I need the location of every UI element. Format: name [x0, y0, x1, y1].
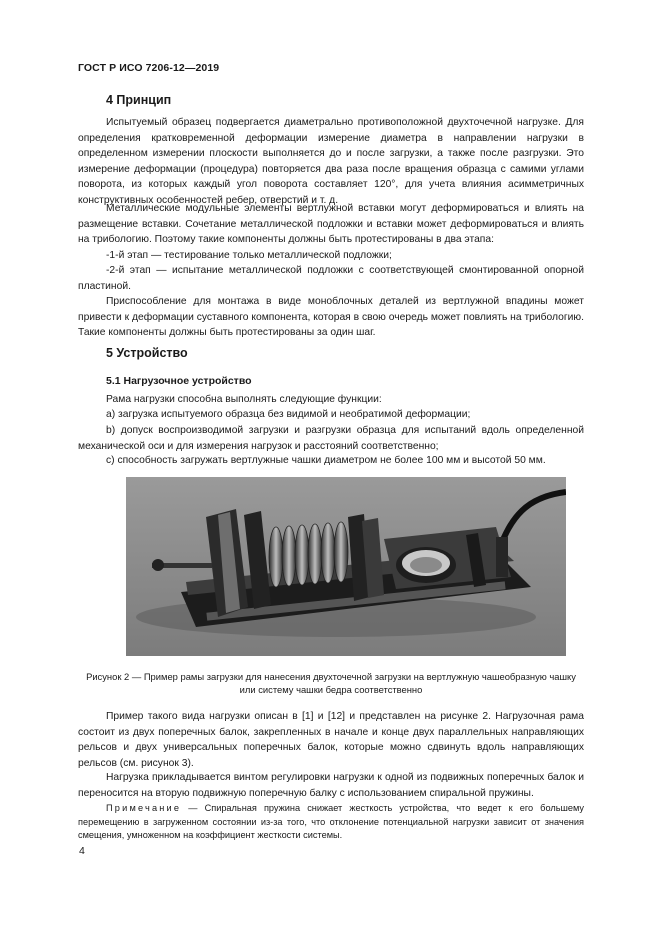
function-item-b: b) допуск воспроизводимой загрузки и разгрузки образца для испытаний вдоль определенной механической оси и для измерения нагрузок и расстояний соответственно;: [78, 425, 584, 452]
stage-1-item: -1-й этап — тестирование только металлической подложки;: [106, 250, 392, 261]
subsection-5-1-title: 5.1 Нагрузочное устройство: [106, 375, 252, 387]
figure-2-caption: Рисунок 2 — Пример рамы загрузки для нанесения двухточечной загрузки на вертлужную чашеобразную чашку или систему чашки бедра соответственно: [86, 671, 576, 695]
note-label: Примечание: [106, 803, 182, 813]
section-4-title: 4 Принцип: [106, 93, 172, 107]
section-5-title: 5 Устройство: [106, 346, 188, 360]
loading-frame-photo: [126, 477, 566, 656]
section-5-paragraph-example: Пример такого вида нагрузки описан в [1] и [12] и представлен на рисунке 2. Нагрузочная рама состоит из двух поперечных балок, закрепленных в начале и конце двух параллельных направляющих рельсов и двух универсальных поперечных балок, которые можно сдвинуть вдоль направляющих рельсов (см. рисунок 3).: [78, 711, 584, 769]
section-4-paragraph-1: Испытуемый образец подвергается диаметрально противоположной двухточечной нагрузке. Для определения кратковременной деформации измерение диаметра в направлении нагрузки в определенном измерении плоскости выполняется до и после загрузки, а также после разгрузки. Это измерение деформации (процедура) повторяется два раза после вращения образца с самими углами поворота, из которых каждый угол поворота составляет 120°, для учета влияния асимметричных конструктивных особенностей ребер, отверстий и т. д.: [78, 117, 584, 206]
standard-header: ГОСТ Р ИСО 7206-12—2019: [78, 62, 220, 74]
stage-2-item: -2-й этап — испытание металлической подложки с соответствующей смонтированной опорной пластиной.: [78, 265, 584, 292]
function-item-c: c) способность загружать вертлужные чашки диаметром не более 100 мм и высотой 50 мм.: [106, 455, 546, 466]
note-paragraph: [78, 802, 584, 843]
section-4-paragraph-2: Металлические модульные элементы вертлужной вставки могут деформироваться и влиять на размещение вставки. Сочетание металлической подложки и вставки может деформироваться и влиять на трибологию. Поэтому такие компоненты должны быть протестированы в два этапа:: [78, 203, 584, 246]
section-4-paragraph-3: Приспособление для монтажа в виде моноблочных деталей из вертлужной впадины может привести к деформации суставного компонента, которая в свою очередь может повлиять на трибологию. Такие компоненты должны быть протестированы за один шаг.: [78, 296, 584, 339]
note-text: — Спиральная пружина снижает жесткость устройства, что ведет к его большему перемещению в загруженном состоянии из-за того, что отклонение потенциальной нагрузки зависит от значения смещения, умноженном на коэффициент жесткости системы.: [78, 803, 584, 841]
page-number: 4: [79, 845, 85, 857]
section-5-paragraph-load: Нагрузка прикладывается винтом регулировки нагрузки к одной из подвижных поперечных балок и переносится на вторую подвижную поперечную балку с использованием спиральной пружины.: [78, 772, 584, 799]
functions-intro: Рама нагрузки способна выполнять следующие функции:: [106, 394, 382, 405]
function-item-a: a) загрузка испытуемого образца без видимой и необратимой деформации;: [106, 409, 471, 420]
